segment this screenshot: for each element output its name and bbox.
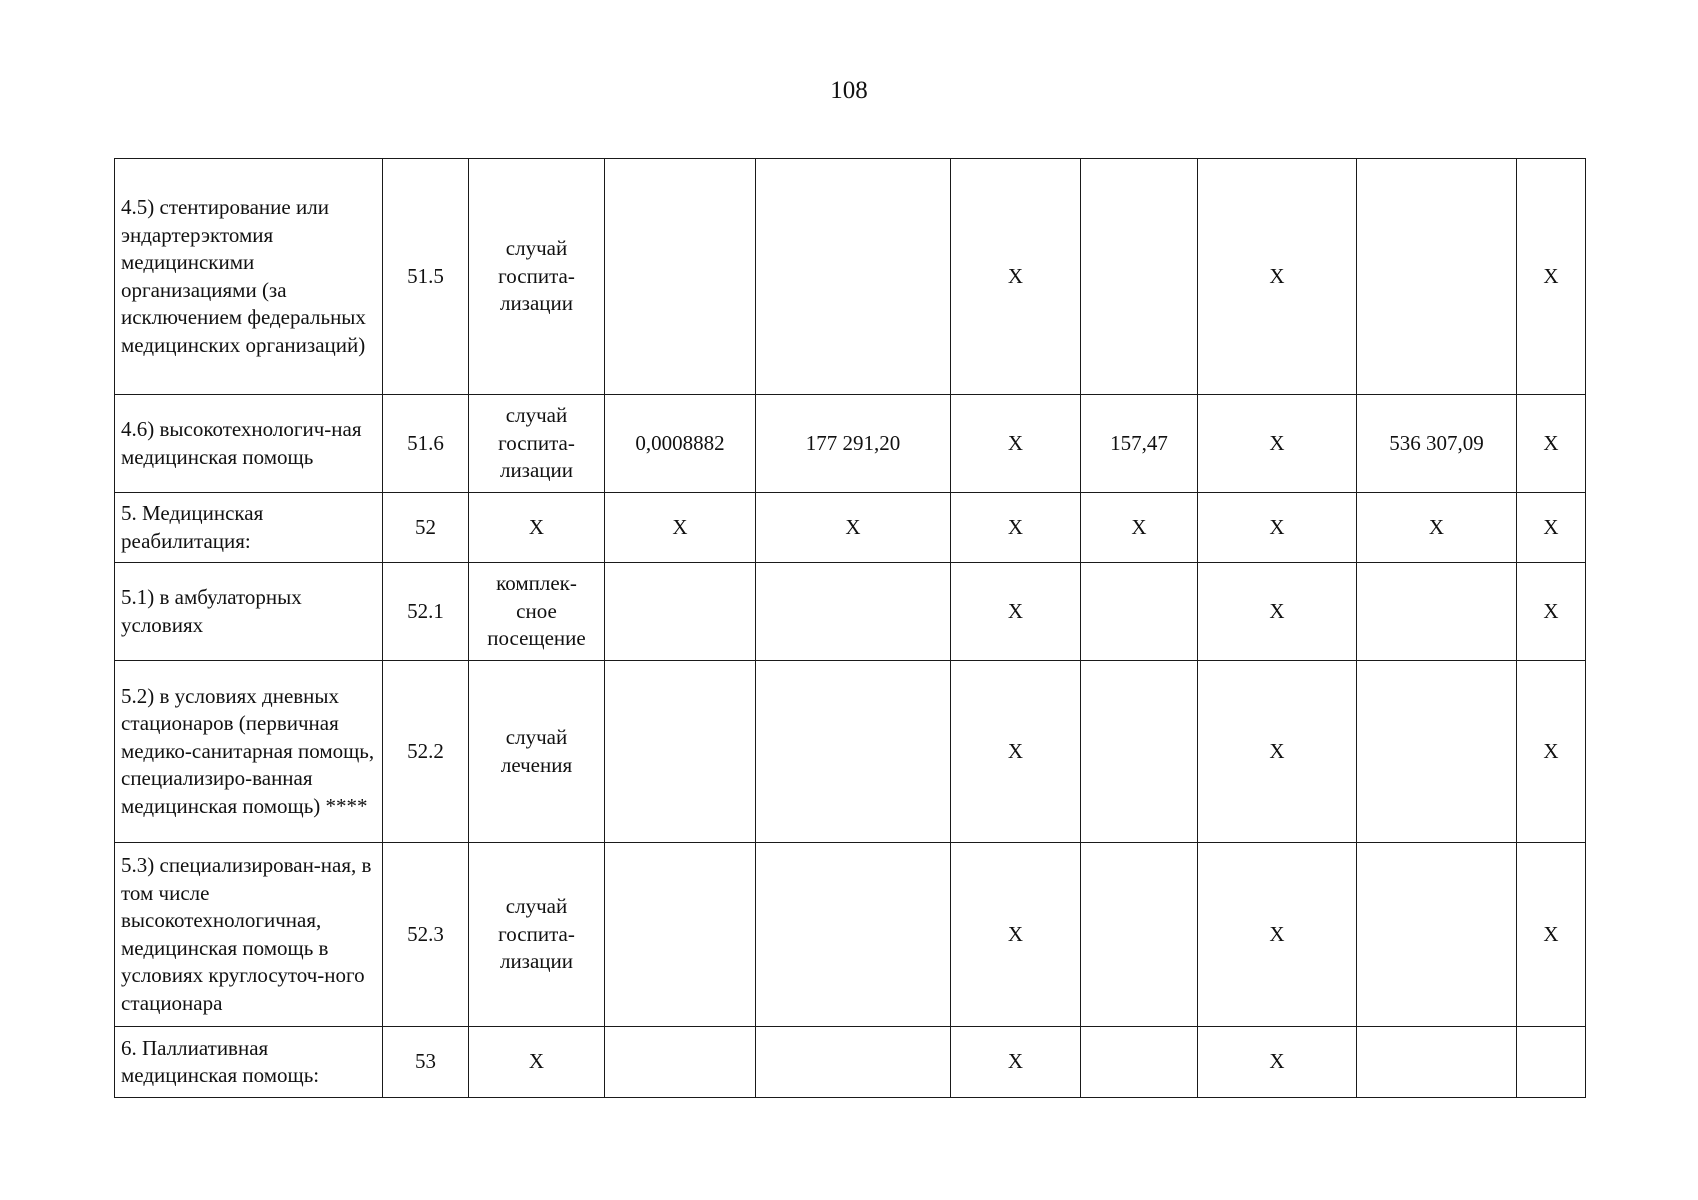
row-code-cell: 51.5 xyxy=(383,159,469,395)
row-cell-5: 177 291,20 xyxy=(756,395,951,493)
table-row xyxy=(115,843,1586,1027)
table-row xyxy=(115,661,1586,843)
row-name-cell: 5.3) специализирован-ная, в том числе высокотехнологичная, медицинская помощь в условиях круглосуточ-ного стационара xyxy=(115,843,383,1027)
row-cell-6: X xyxy=(951,661,1081,843)
row-cell-9: X xyxy=(1357,493,1517,563)
unit-line: случай xyxy=(505,403,568,428)
row-cell-10: X xyxy=(1517,843,1586,1027)
row-cell-7 xyxy=(1081,563,1198,661)
unit-line: X xyxy=(528,1049,545,1074)
table-row xyxy=(115,1027,1586,1098)
row-cell-6: X xyxy=(951,1027,1081,1098)
row-name-cell: 5.2) в условиях дневных стационаров (первичная медико-санитарная помощь, специализиро-ванная медицинская помощь) **** xyxy=(115,661,383,843)
row-unit-cell xyxy=(469,843,605,1027)
unit-line: случай xyxy=(505,894,568,919)
page-number: 108 xyxy=(830,77,868,104)
row-name-cell: 5. Медицинская реабилитация: xyxy=(115,493,383,563)
row-cell-4 xyxy=(605,563,756,661)
row-cell-8: X xyxy=(1198,395,1357,493)
row-cell-8: X xyxy=(1198,661,1357,843)
row-cell-8: X xyxy=(1198,1027,1357,1098)
row-code-cell: 52.2 xyxy=(383,661,469,843)
row-cell-4 xyxy=(605,661,756,843)
unit-line: сное xyxy=(516,598,557,623)
row-unit-cell xyxy=(469,1027,605,1098)
row-cell-8: X xyxy=(1198,563,1357,661)
row-cell-4: X xyxy=(605,493,756,563)
row-cell-10: X xyxy=(1517,395,1586,493)
row-cell-4: 0,0008882 xyxy=(605,395,756,493)
unit-line: госпита- xyxy=(498,921,575,946)
unit-line: комплек- xyxy=(496,571,577,596)
unit-line: случай xyxy=(505,236,568,261)
row-cell-7: 157,47 xyxy=(1081,395,1198,493)
row-code-cell: 52.3 xyxy=(383,843,469,1027)
row-cell-5 xyxy=(756,1027,951,1098)
row-unit-cell xyxy=(469,493,605,563)
row-cell-9 xyxy=(1357,1027,1517,1098)
row-cell-8: X xyxy=(1198,843,1357,1027)
row-code-cell: 51.6 xyxy=(383,395,469,493)
row-cell-9 xyxy=(1357,159,1517,395)
row-cell-4 xyxy=(605,1027,756,1098)
row-code-cell: 53 xyxy=(383,1027,469,1098)
row-code-cell: 52.1 xyxy=(383,563,469,661)
row-cell-4 xyxy=(605,843,756,1027)
table-row xyxy=(115,395,1586,493)
row-code-cell: 52 xyxy=(383,493,469,563)
row-cell-10: X xyxy=(1517,563,1586,661)
row-cell-7 xyxy=(1081,843,1198,1027)
row-cell-5: X xyxy=(756,493,951,563)
row-name-cell: 6. Паллиативная медицинская помощь: xyxy=(115,1027,383,1098)
row-cell-5 xyxy=(756,661,951,843)
row-cell-6: X xyxy=(951,843,1081,1027)
row-cell-7 xyxy=(1081,1027,1198,1098)
table-body xyxy=(115,159,1586,1098)
unit-line: лизации xyxy=(499,949,574,974)
row-cell-7 xyxy=(1081,661,1198,843)
row-cell-7 xyxy=(1081,159,1198,395)
row-cell-6: X xyxy=(951,493,1081,563)
row-cell-5 xyxy=(756,843,951,1027)
row-cell-9 xyxy=(1357,563,1517,661)
table-row xyxy=(115,563,1586,661)
row-cell-9 xyxy=(1357,843,1517,1027)
row-cell-10: X xyxy=(1517,661,1586,843)
row-cell-6: X xyxy=(951,159,1081,395)
row-cell-7: X xyxy=(1081,493,1198,563)
row-cell-8: X xyxy=(1198,493,1357,563)
row-cell-9: 536 307,09 xyxy=(1357,395,1517,493)
table-row xyxy=(115,493,1586,563)
row-unit-cell xyxy=(469,395,605,493)
row-name-cell: 4.6) высокотехнологич-ная медицинская помощь xyxy=(115,395,383,493)
row-unit-cell xyxy=(469,159,605,395)
row-name-cell: 5.1) в амбулаторных условиях xyxy=(115,563,383,661)
row-cell-5 xyxy=(756,159,951,395)
row-unit-cell xyxy=(469,661,605,843)
data-table xyxy=(114,158,1586,1098)
table-row xyxy=(115,159,1586,395)
row-cell-10 xyxy=(1517,1027,1586,1098)
unit-line: лизации xyxy=(499,458,574,483)
row-cell-6: X xyxy=(951,563,1081,661)
row-cell-9 xyxy=(1357,661,1517,843)
row-cell-4 xyxy=(605,159,756,395)
unit-line: лизации xyxy=(499,291,574,316)
unit-line: X xyxy=(528,514,545,539)
unit-line: лечения xyxy=(500,752,573,777)
row-unit-cell xyxy=(469,563,605,661)
row-cell-6: X xyxy=(951,395,1081,493)
row-cell-10: X xyxy=(1517,493,1586,563)
unit-line: случай xyxy=(505,725,568,749)
unit-line: посещение xyxy=(487,626,586,651)
row-name-cell: 4.5) стентирование или эндартерэктомия медицинскими организациями (за исключением федеральных медицинских организаций) xyxy=(115,159,383,395)
unit-line: госпита- xyxy=(498,263,575,288)
row-cell-10: X xyxy=(1517,159,1586,395)
unit-line: госпита- xyxy=(498,430,575,455)
row-cell-5 xyxy=(756,563,951,661)
row-cell-8: X xyxy=(1198,159,1357,395)
